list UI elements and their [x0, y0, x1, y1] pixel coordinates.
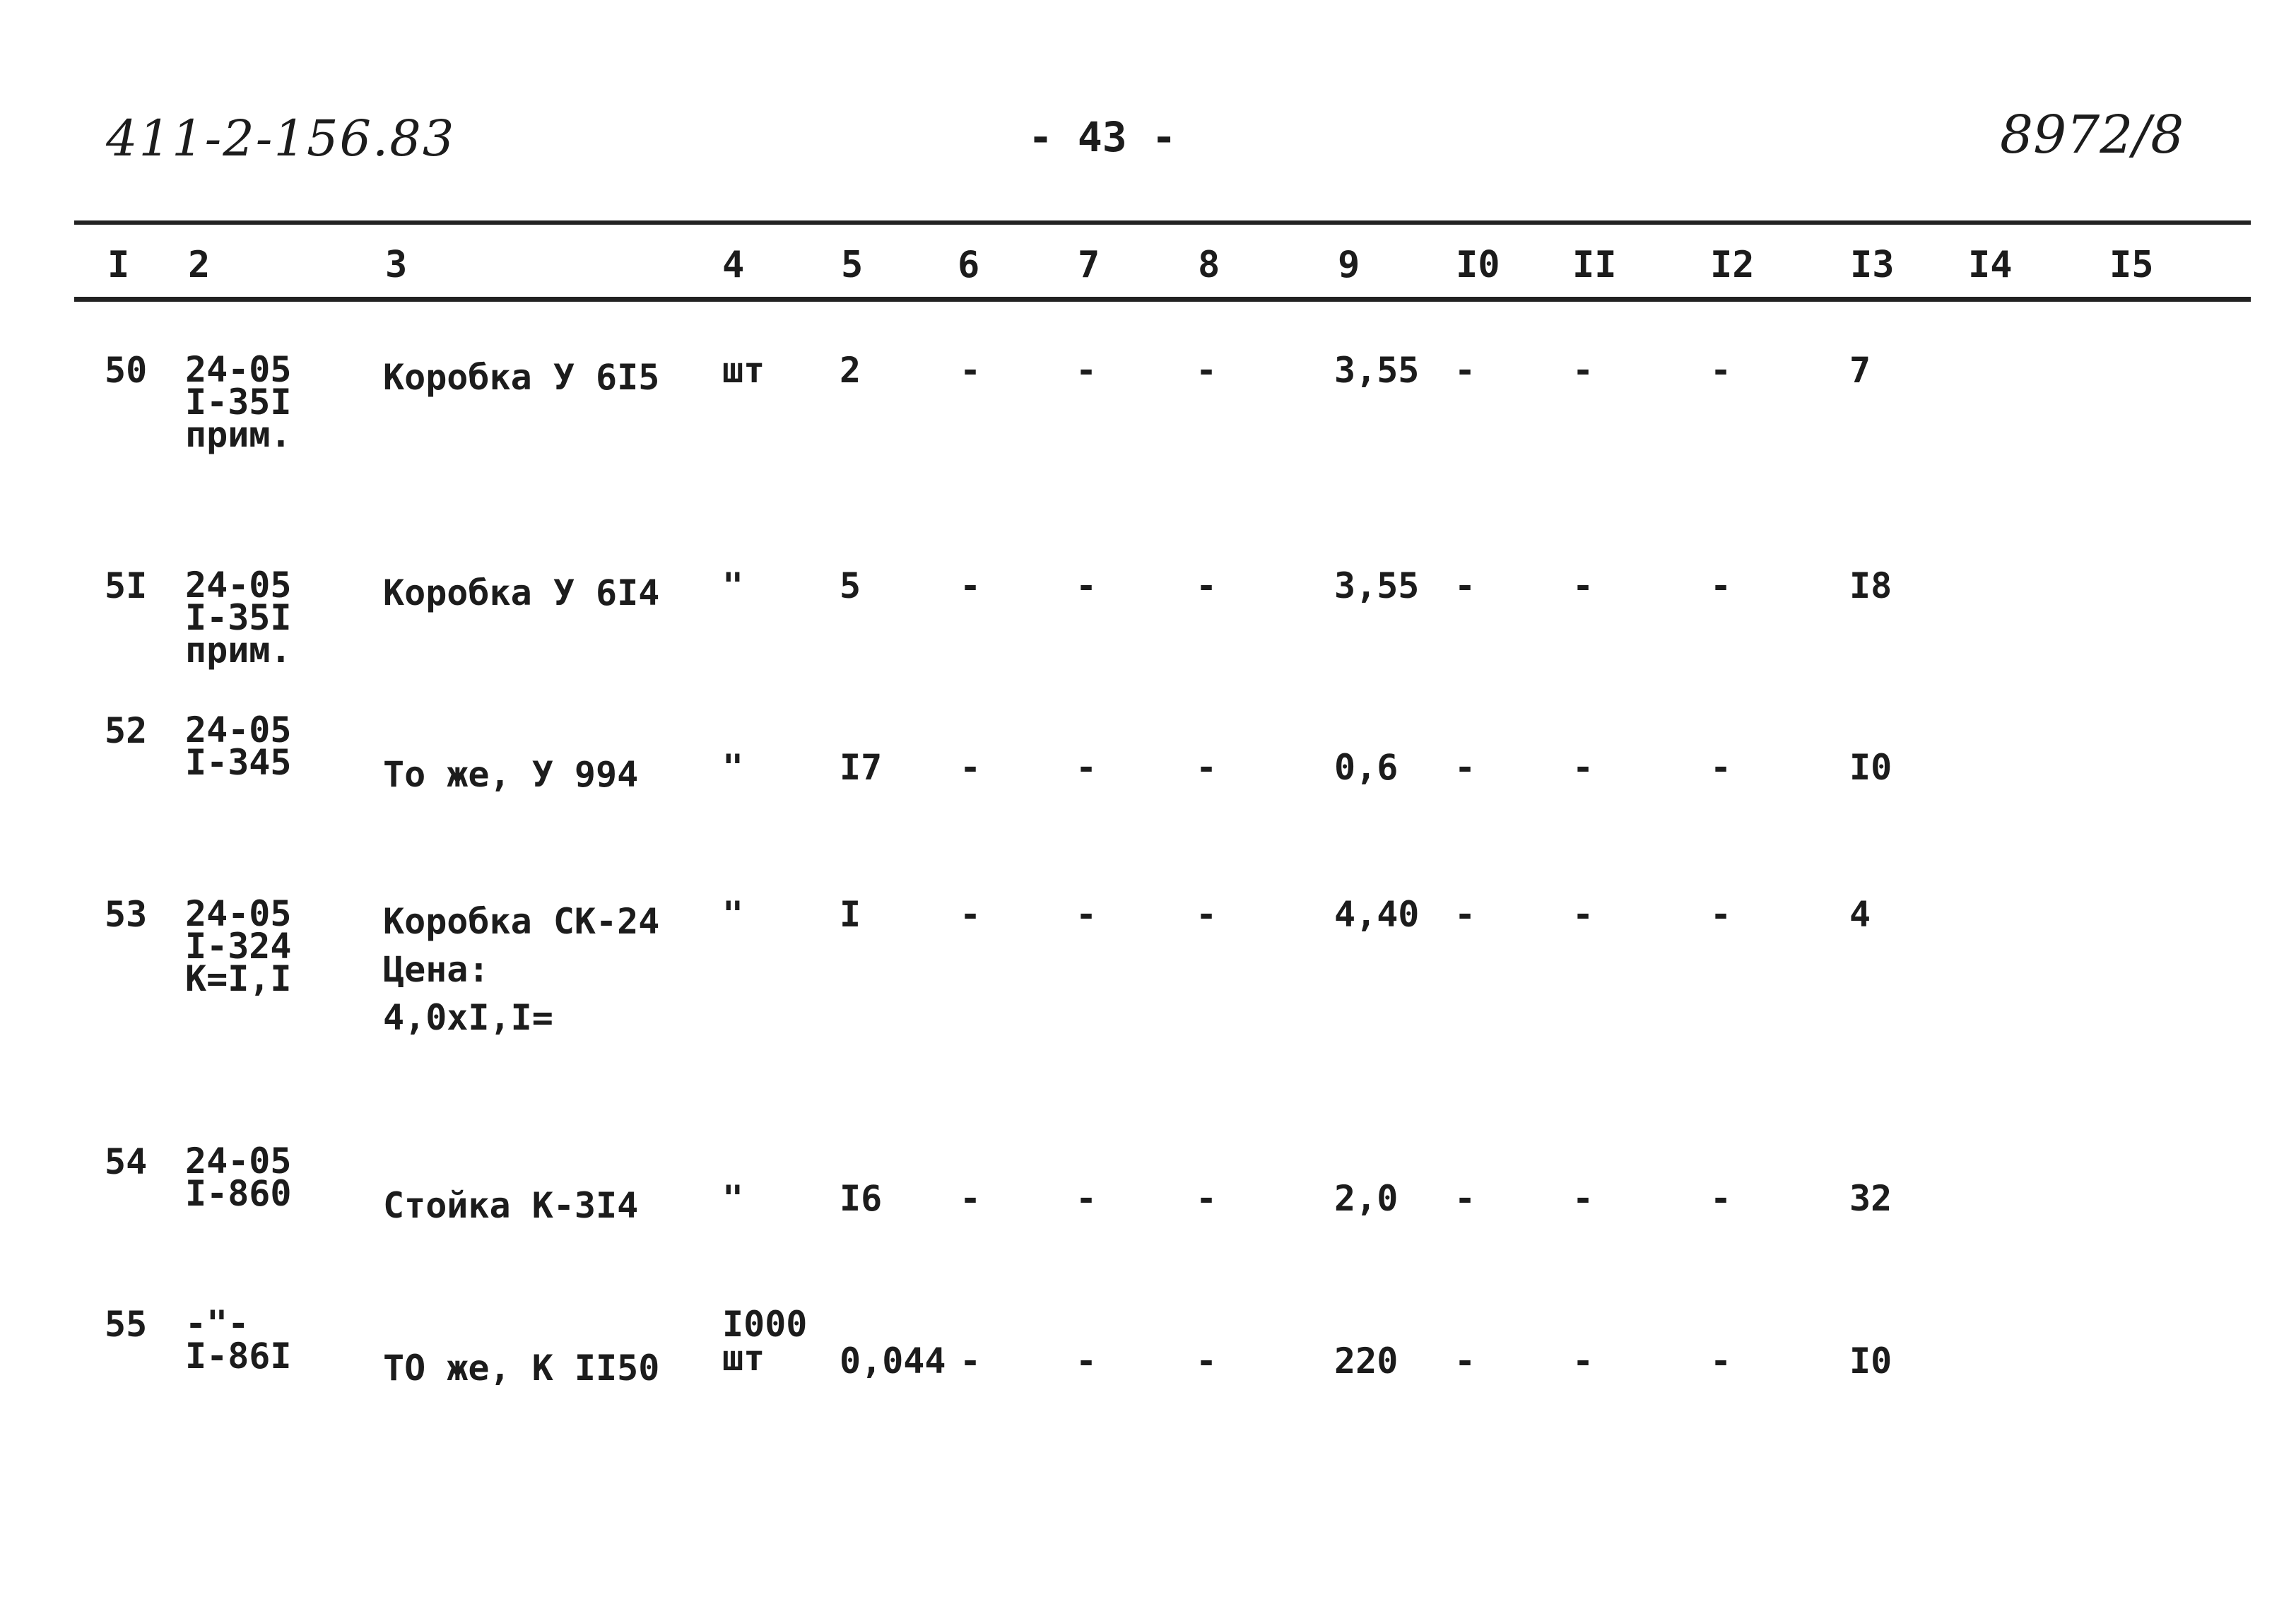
col-7-value: - [1076, 894, 1097, 935]
item-name [383, 897, 659, 1042]
item-name [383, 1344, 659, 1392]
col-6-value: - [960, 747, 982, 788]
item-name-line: Коробка СК-24 [383, 901, 660, 942]
col-7-value: - [1076, 565, 1097, 606]
quantity: I6 [840, 1178, 883, 1219]
price-code-line: I-324 [185, 926, 292, 967]
col-7-value: - [1076, 1341, 1097, 1382]
item-name-line: Стойка К-3I4 [383, 1185, 639, 1226]
col-header-4: 4 [722, 244, 745, 286]
quantity: 0,044 [840, 1341, 946, 1382]
col-6-value: - [960, 1341, 982, 1382]
col-12-value: - [1710, 894, 1732, 935]
unit-line: " [722, 565, 744, 606]
col-10-value: - [1454, 1341, 1476, 1382]
col-7-value: - [1076, 1178, 1097, 1219]
col-6-value: - [960, 1178, 982, 1219]
row-number: 55 [105, 1304, 148, 1345]
quantity: I [840, 894, 861, 935]
col-11-value: - [1572, 1178, 1594, 1219]
price-code-line: К=I,I [185, 958, 292, 999]
sheet-reference: 8972/8 [2000, 105, 2184, 165]
col-12-value: - [1710, 1178, 1732, 1219]
unit [722, 894, 744, 935]
unit [722, 747, 744, 788]
item-name [383, 569, 659, 617]
unit-price: 220 [1334, 1341, 1399, 1382]
col-header-7: 7 [1078, 244, 1100, 286]
col-header-14: I4 [1968, 244, 2013, 286]
quantity: 2 [840, 350, 861, 391]
col-10-value: - [1454, 747, 1476, 788]
unit-line: " [722, 747, 744, 788]
row-number: 50 [105, 350, 148, 391]
price-code-line: I-35I [185, 382, 292, 423]
total: 32 [1849, 1178, 1892, 1219]
item-name-line: 4,0хI,I= [383, 997, 553, 1038]
row-number: 54 [105, 1141, 148, 1182]
unit-line: " [722, 894, 744, 935]
unit [722, 1178, 744, 1219]
col-header-5: 5 [841, 244, 864, 286]
col-header-15: I5 [2109, 244, 2154, 286]
item-name-line: Коробка У 6I4 [383, 572, 660, 613]
col-12-value: - [1710, 565, 1732, 606]
unit-line: шт [722, 1338, 765, 1379]
price-code-line: 24-05 [185, 709, 292, 750]
unit [722, 1304, 808, 1379]
col-11-value: - [1572, 747, 1594, 788]
table-header-rule [74, 297, 2251, 302]
col-8-value: - [1196, 747, 1218, 788]
col-header-8: 8 [1198, 244, 1220, 286]
col-8-value: - [1196, 565, 1218, 606]
price-code [185, 1303, 292, 1377]
price-code-line: 24-05 [185, 565, 292, 606]
col-8-value: - [1196, 1341, 1218, 1382]
row-number: 52 [105, 710, 148, 751]
col-12-value: - [1710, 747, 1732, 788]
price-code-line: прим. [185, 630, 292, 671]
price-code [185, 1141, 292, 1214]
table-top-rule [74, 220, 2251, 225]
col-8-value: - [1196, 1178, 1218, 1219]
col-12-value: - [1710, 350, 1732, 391]
price-code-line: прим. [185, 414, 292, 455]
col-10-value: - [1454, 894, 1476, 935]
col-header-10: I0 [1456, 244, 1500, 286]
price-code [185, 349, 292, 455]
price-code-line: 24-05 [185, 349, 292, 390]
unit [722, 350, 765, 391]
quantity: I7 [840, 747, 883, 788]
unit-price: 0,6 [1334, 747, 1399, 788]
col-6-value: - [960, 565, 982, 606]
unit-line: I000 [722, 1304, 808, 1345]
col-header-3: 3 [385, 244, 408, 286]
row-number: 53 [105, 894, 148, 935]
col-11-value: - [1572, 1341, 1594, 1382]
col-6-value: - [960, 350, 982, 391]
col-header-1: I [107, 244, 130, 286]
price-code [185, 893, 292, 999]
col-11-value: - [1572, 565, 1594, 606]
total: I8 [1849, 565, 1892, 606]
document-code: 411-2-156.83 [106, 110, 456, 167]
col-6-value: - [960, 894, 982, 935]
unit-price: 3,55 [1334, 565, 1420, 606]
total: I0 [1849, 747, 1892, 788]
col-10-value: - [1454, 565, 1476, 606]
price-code-line: 24-05 [185, 1141, 292, 1182]
total: 4 [1849, 894, 1871, 935]
row-number: 5I [105, 565, 148, 606]
col-header-9: 9 [1338, 244, 1360, 286]
quantity: 5 [840, 565, 861, 606]
col-header-2: 2 [188, 244, 211, 286]
price-code-line: -"- [185, 1303, 249, 1344]
col-header-12: I2 [1710, 244, 1755, 286]
item-name [383, 1182, 638, 1230]
item-name-line: То же, У 994 [383, 754, 639, 795]
price-code-line: I-86I [185, 1336, 292, 1377]
unit-price: 4,40 [1334, 894, 1420, 935]
price-code-line: 24-05 [185, 893, 292, 934]
col-header-13: I3 [1850, 244, 1895, 286]
total: 7 [1849, 350, 1871, 391]
unit-line: шт [722, 350, 765, 391]
col-header-6: 6 [958, 244, 980, 286]
unit [722, 565, 744, 606]
price-code-line: I-35I [185, 597, 292, 638]
col-10-value: - [1454, 1178, 1476, 1219]
col-7-value: - [1076, 747, 1097, 788]
item-name-line: ТО же, К II50 [383, 1348, 660, 1389]
col-7-value: - [1076, 350, 1097, 391]
item-name-line: Коробка У 6I5 [383, 357, 660, 398]
col-10-value: - [1454, 350, 1476, 391]
price-code [185, 565, 292, 671]
col-12-value: - [1710, 1341, 1732, 1382]
unit-line: " [722, 1178, 744, 1219]
unit-price: 3,55 [1334, 350, 1420, 391]
item-name-line: Цена: [383, 949, 490, 990]
item-name [383, 750, 638, 799]
price-code-line: I-345 [185, 742, 292, 783]
total: I0 [1849, 1341, 1892, 1382]
col-11-value: - [1572, 350, 1594, 391]
page-number: - 43 - [1028, 113, 1177, 161]
unit-price: 2,0 [1334, 1178, 1399, 1219]
price-code-line: I-860 [185, 1173, 292, 1214]
col-11-value: - [1572, 894, 1594, 935]
col-8-value: - [1196, 894, 1218, 935]
price-code [185, 709, 292, 783]
item-name [383, 353, 659, 401]
col-header-11: II [1572, 244, 1617, 286]
col-8-value: - [1196, 350, 1218, 391]
